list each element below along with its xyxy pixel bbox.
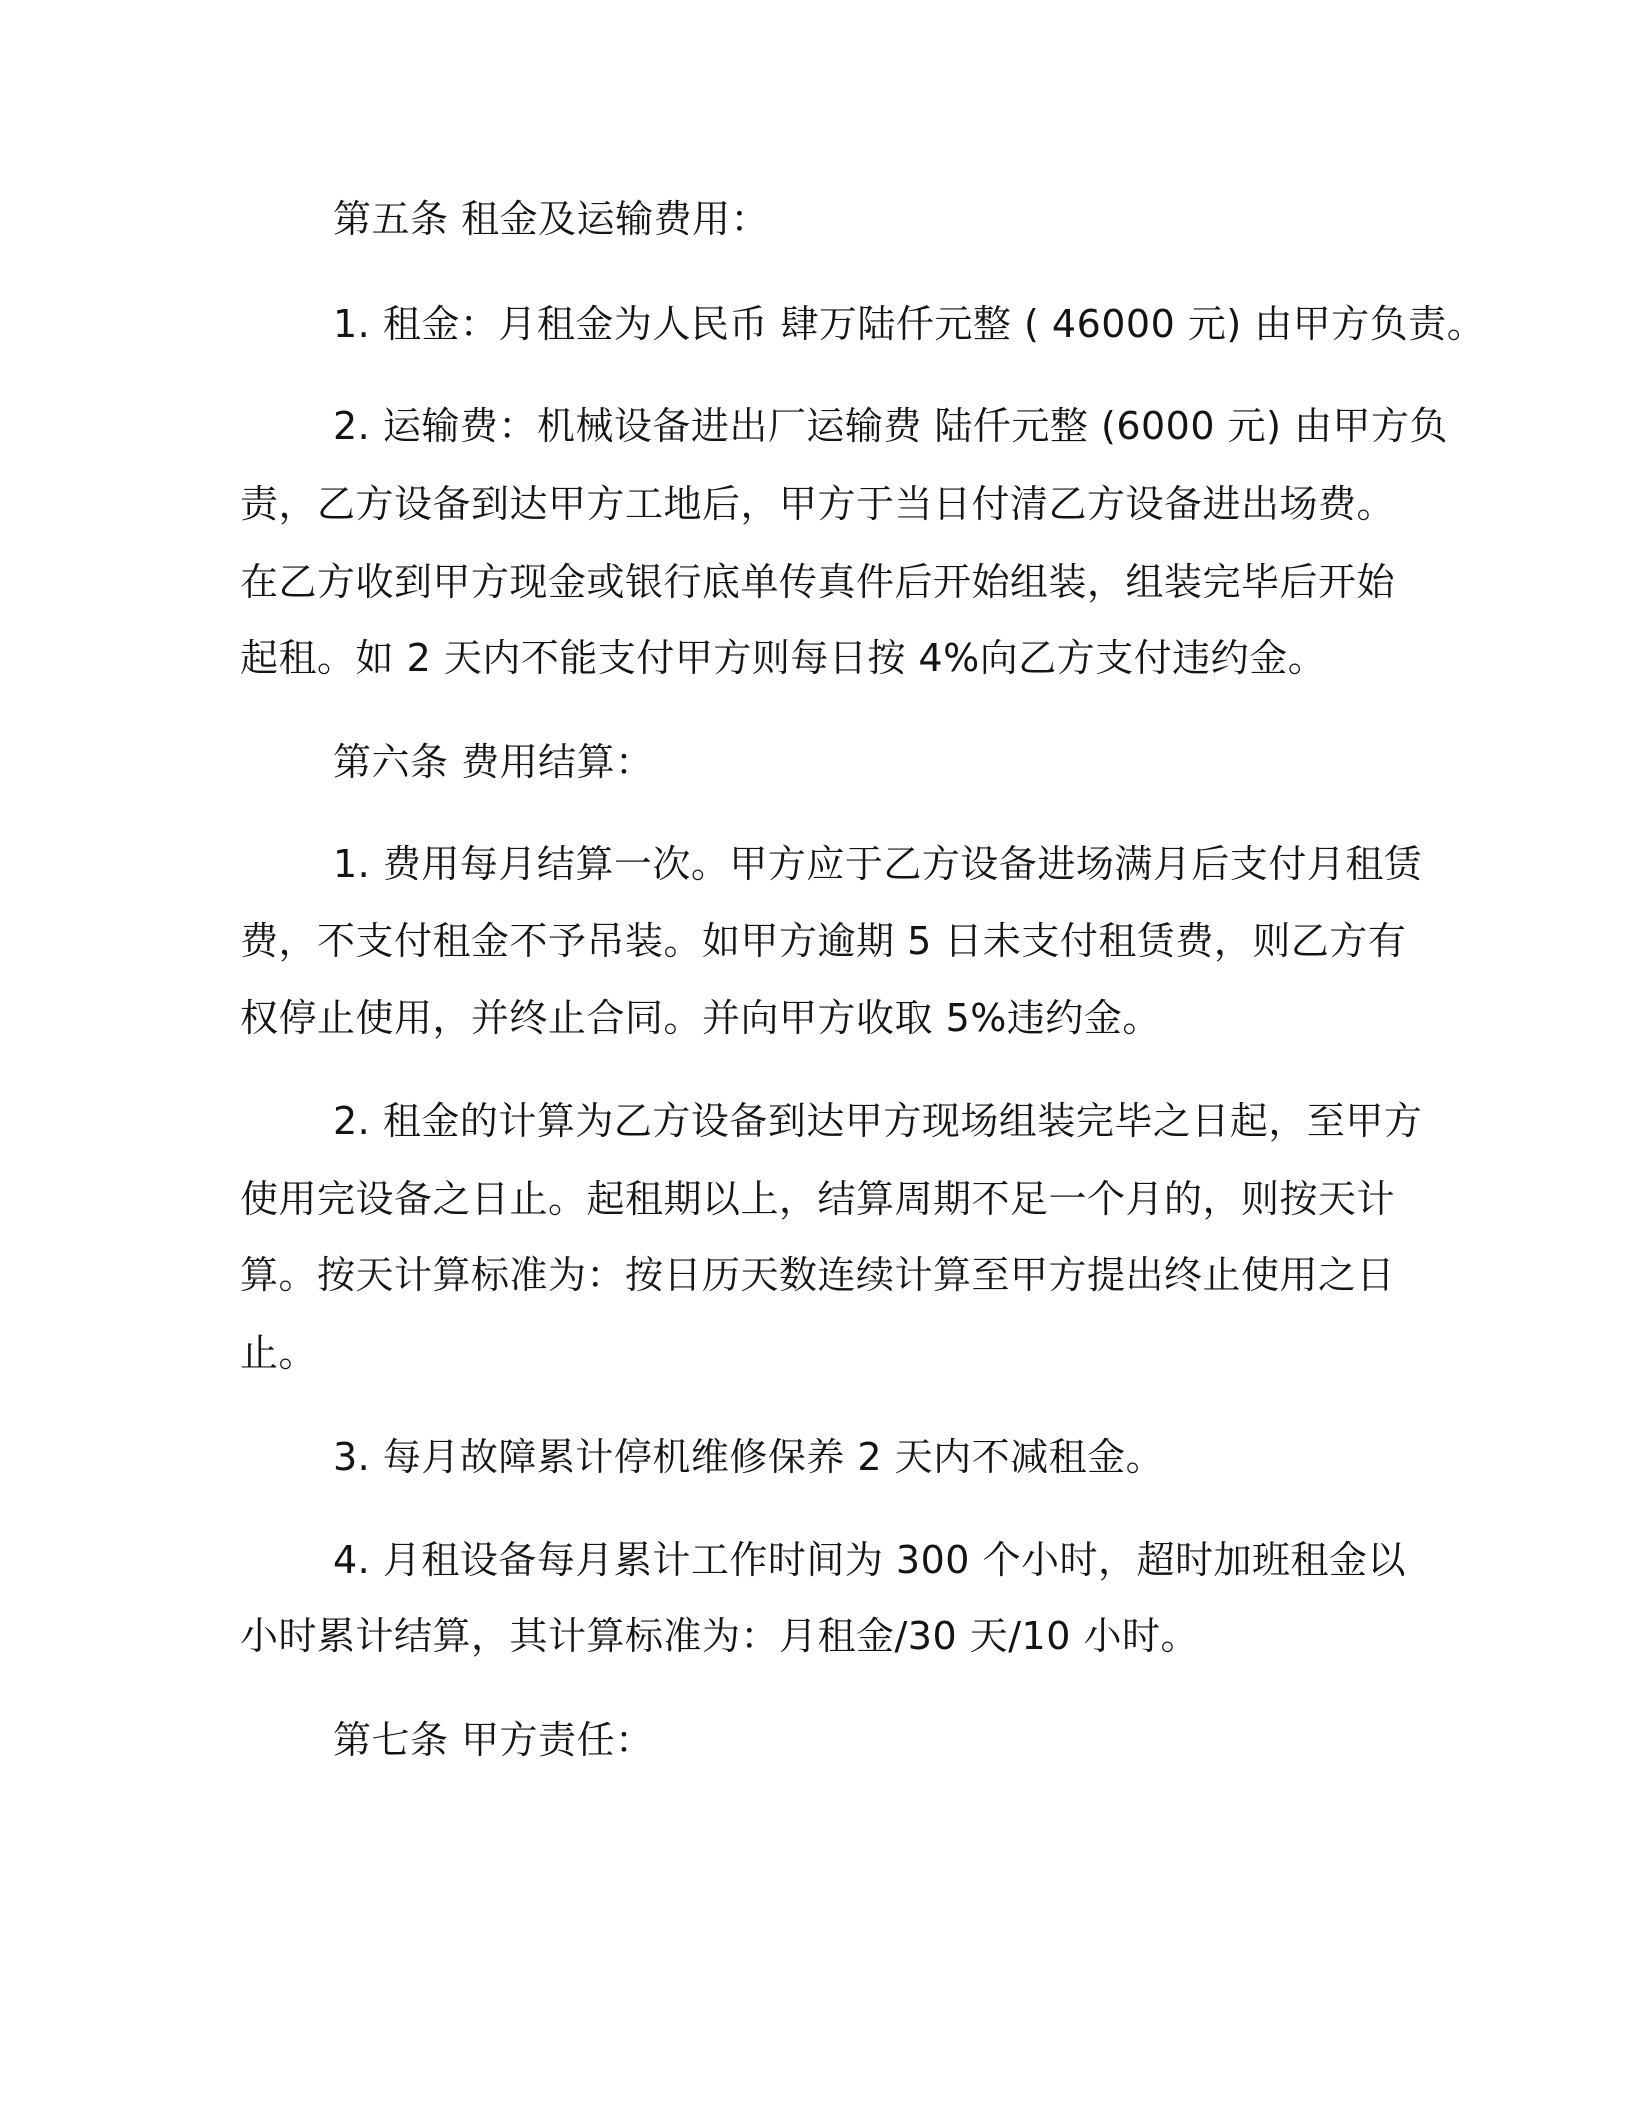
article-6-item-1-line-2: 费，不支付租金不予吊装。如甲方逾期 5 日未支付租赁费，则乙方有 xyxy=(240,919,1407,963)
article-6-item-2-line-3: 算。按天计算标准为：按日历天数连续计算至甲方提出终止使用之日 xyxy=(240,1253,1396,1297)
article-6-item-4-line-1: 4. 月租设备每月累计工作时间为 300 个小时，超时加班租金以 xyxy=(333,1538,1407,1582)
article-5-item-2-line-4: 起租。如 2 天内不能支付甲方则每日按 4%向乙方支付违约金。 xyxy=(240,636,1327,680)
article-5-heading: 第五条 租金及运输费用： xyxy=(333,197,770,241)
article-5-item-2-line-3: 在乙方收到甲方现金或银行底单传真件后开始组装，组装完毕后开始 xyxy=(240,560,1396,604)
article-5-item-2-line-1: 2. 运输费：机械设备进出厂运输费 陆仟元整 (6000 元) 由甲方负 xyxy=(333,404,1449,448)
article-7-heading: 第七条 甲方责任： xyxy=(333,1718,654,1762)
article-6-item-4-line-2: 小时累计结算，其计算标准为：月租金/30 天/10 小时。 xyxy=(240,1614,1199,1658)
article-6-item-2-line-1: 2. 租金的计算为乙方设备到达甲方现场组装完毕之日起，至甲方 xyxy=(333,1099,1423,1143)
article-6-item-2-line-4: 止。 xyxy=(240,1331,318,1375)
article-6-item-3: 3. 每月故障累计停机维修保养 2 天内不减租金。 xyxy=(333,1435,1165,1479)
article-6-item-1-line-1: 1. 费用每月结算一次。甲方应于乙方设备进场满月后支付月租赁 xyxy=(333,842,1423,886)
article-6-heading: 第六条 费用结算： xyxy=(333,740,654,784)
article-6-item-2-line-2: 使用完设备之日止。起租期以上，结算周期不足一个月的，则按天计 xyxy=(240,1177,1396,1221)
article-5-item-1: 1. 租金：月租金为人民币 肆万陆仟元整 ( 46000 元) 由甲方负责。 xyxy=(333,302,1486,346)
article-5-item-2-line-2: 责，乙方设备到达甲方工地后，甲方于当日付清乙方设备进出场费。 xyxy=(240,482,1396,526)
article-6-item-1-line-3: 权停止使用，并终止合同。并向甲方收取 5%违约金。 xyxy=(240,996,1161,1040)
